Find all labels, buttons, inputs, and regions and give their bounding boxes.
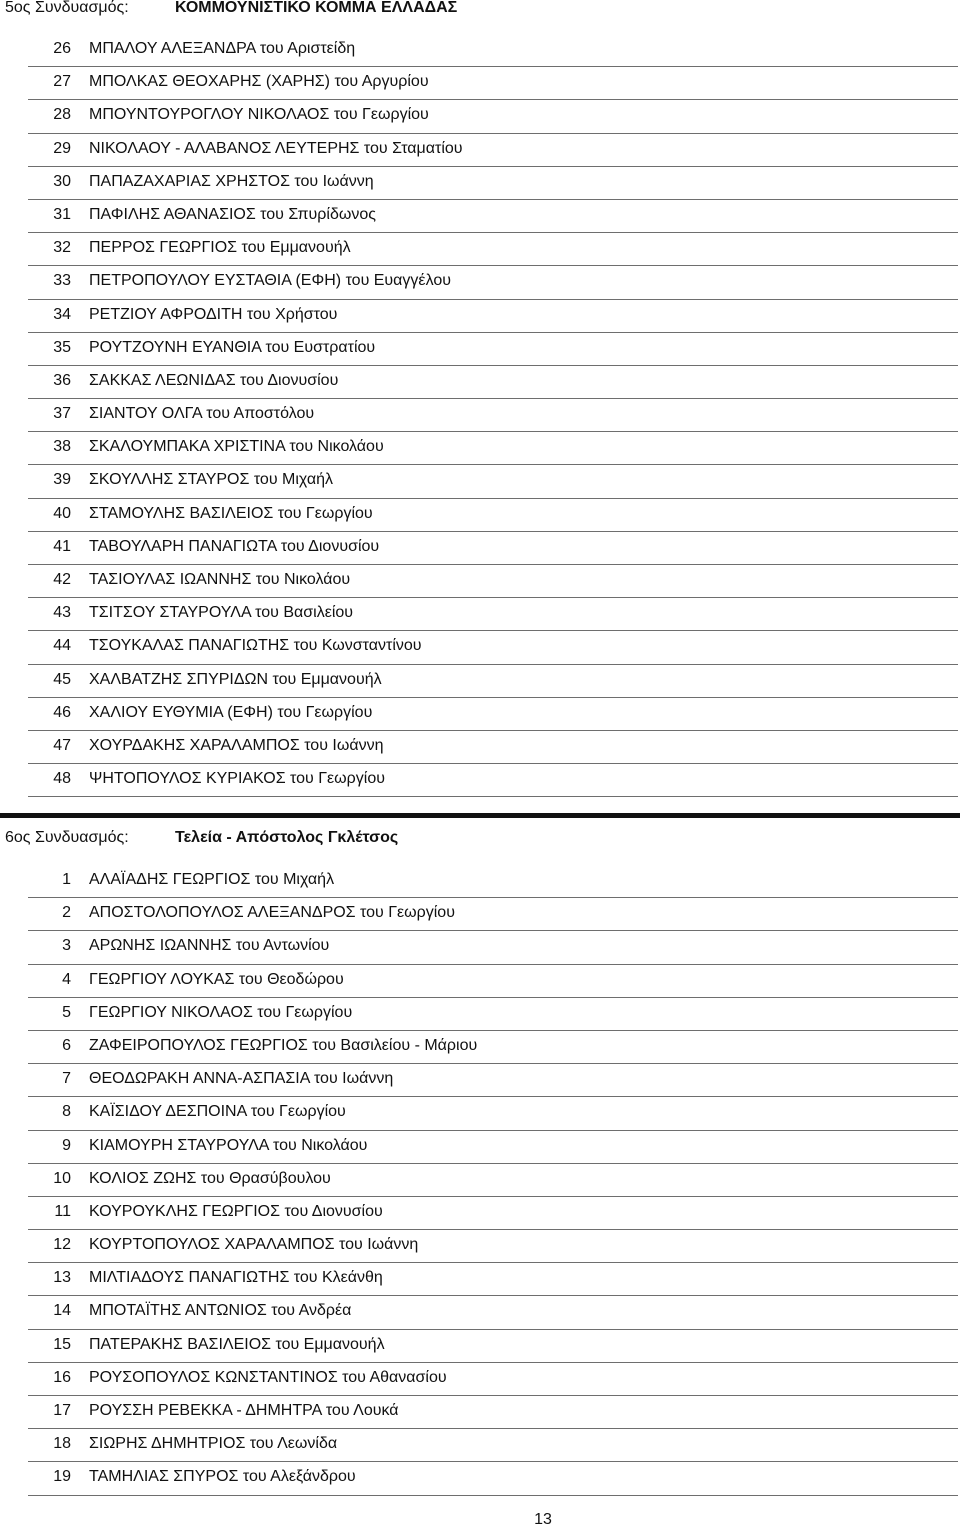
- candidate-number: 38: [53, 438, 71, 456]
- candidate-number: 35: [53, 338, 71, 356]
- candidate-name: ΡΟΥΣΟΠΟΥΛΟΣ ΚΩΝΣΤΑΝΤΙΝΟΣ του Αθανασίου: [89, 1368, 447, 1386]
- candidate-row: [28, 167, 958, 200]
- candidate-row: [28, 1164, 958, 1197]
- candidate-row: [28, 200, 958, 233]
- candidate-number: 26: [53, 40, 71, 57]
- candidate-name: ΓΕΩΡΓΙΟΥ ΝΙΚΟΛΑΟΣ του Γεωργίου: [89, 1003, 353, 1021]
- candidate-number: 39: [53, 471, 71, 489]
- candidate-name: ΚΟΛΙΟΣ ΖΩΗΣ του Θρασύβουλου: [89, 1169, 331, 1187]
- candidate-name: ΨΗΤΟΠΟΥΛΟΣ ΚΥΡΙΑΚΟΣ του Γεωργίου: [89, 770, 385, 788]
- candidate-number: 15: [53, 1335, 71, 1353]
- candidate-row: [28, 233, 958, 266]
- candidate-name: ΤΑΒΟΥΛΑΡΗ ΠΑΝΑΓΙΩΤΑ του Διονυσίου: [89, 537, 380, 555]
- candidate-number: 41: [53, 537, 71, 555]
- candidate-number: 13: [53, 1269, 71, 1287]
- section-5-party: ΚΟΜΜΟΥΝΙΣΤΙΚΟ ΚΟΜΜΑ ΕΛΛΑΔΑΣ: [175, 0, 458, 16]
- candidate-row: [28, 1462, 958, 1495]
- candidate-number: 9: [62, 1136, 71, 1154]
- candidate-row: [28, 499, 958, 532]
- candidate-row: [28, 898, 958, 931]
- candidate-row: [28, 300, 958, 333]
- candidate-row: [28, 134, 958, 167]
- candidate-row: [28, 34, 958, 67]
- candidate-number: 2: [62, 904, 71, 922]
- candidate-row: [28, 631, 958, 664]
- candidate-name: ΤΑΣΙΟΥΛΑΣ ΙΩΑΝΝΗΣ του Νικολάου: [89, 571, 351, 588]
- candidate-row: [28, 1064, 958, 1097]
- candidate-name: ΡΟΥΤΖΟΥΝΗ ΕΥΑΝΘΙΑ του Ευστρατίου: [89, 338, 376, 356]
- candidate-name: ΜΠΟΛΚΑΣ ΘΕΟΧΑΡΗΣ (ΧΑΡΗΣ) του Αργυρίου: [89, 73, 429, 91]
- candidate-number: 47: [53, 736, 71, 754]
- candidate-row: [28, 1031, 958, 1064]
- candidate-number: 33: [53, 272, 71, 290]
- candidate-row: [28, 665, 958, 698]
- candidate-row: [28, 366, 958, 399]
- section-6-party: Τελεία - Απόστολος Γκλέτσος: [175, 829, 399, 846]
- section-6-header: [0, 830, 960, 856]
- candidate-row: [28, 1429, 958, 1462]
- section-divider: [0, 813, 960, 818]
- candidate-row: [28, 1330, 958, 1363]
- candidate-number: 6: [62, 1036, 71, 1054]
- candidate-row: [28, 865, 958, 898]
- candidate-name: ΖΑΦΕΙΡΟΠΟΥΛΟΣ ΓΕΩΡΓΙΟΣ του Βασιλείου - Μάριου: [89, 1036, 478, 1054]
- candidate-name: ΧΟΥΡΔΑΚΗΣ ΧΑΡΑΛΑΜΠΟΣ του Ιωάννη: [89, 736, 384, 754]
- candidate-number: 12: [53, 1236, 71, 1254]
- candidate-name: ΚΟΥΡΟΥΚΛΗΣ ΓΕΩΡΓΙΟΣ του Διονυσίου: [89, 1202, 383, 1220]
- section-5-header: [0, 0, 960, 26]
- candidate-name: ΑΛΑΪΑΔΗΣ ΓΕΩΡΓΙΟΣ του Μιχαήλ: [89, 871, 335, 888]
- candidate-name: ΣΙΑΝΤΟΥ ΟΛΓΑ του Αποστόλου: [89, 405, 315, 423]
- candidate-name: ΚΙΑΜΟΥΡΗ ΣΤΑΥΡΟΥΛΑ του Νικολάου: [89, 1136, 368, 1154]
- candidate-row: [28, 998, 958, 1031]
- candidate-name: ΓΕΩΡΓΙΟΥ ΛΟΥΚΑΣ του Θεοδώρου: [89, 970, 344, 988]
- candidate-name: ΠΑΦΙΛΗΣ ΑΘΑΝΑΣΙΟΣ του Σπυρίδωνος: [89, 205, 376, 223]
- candidate-row: [28, 333, 958, 366]
- candidate-row: [28, 432, 958, 465]
- candidate-number: 42: [53, 571, 71, 588]
- candidate-row: [28, 698, 958, 731]
- candidate-name: ΠΕΤΡΟΠΟΥΛΟΥ ΕΥΣΤΑΘΙΑ (ΕΦΗ) του Ευαγγέλου: [89, 272, 451, 290]
- candidate-name: ΤΣΟΥΚΑΛΑΣ ΠΑΝΑΓΙΩΤΗΣ του Κωνσταντίνου: [89, 637, 422, 655]
- candidate-name: ΜΙΛΤΙΑΔΟΥΣ ΠΑΝΑΓΙΩΤΗΣ του Κλεάνθη: [89, 1269, 383, 1287]
- candidate-number: 27: [53, 73, 71, 91]
- candidate-number: 36: [53, 371, 71, 389]
- candidate-number: 3: [62, 937, 71, 955]
- candidate-row: [28, 67, 958, 100]
- section-5-candidate-list: [0, 34, 960, 797]
- candidate-name: ΠΑΤΕΡΑΚΗΣ ΒΑΣΙΛΕΙΟΣ του Εμμανουήλ: [89, 1335, 385, 1353]
- candidate-number: 44: [53, 637, 71, 655]
- candidate-number: 32: [53, 239, 71, 257]
- candidate-row: [28, 532, 958, 565]
- candidate-name: ΡΕΤΖΙΟΥ ΑΦΡΟΔΙΤΗ του Χρήστου: [89, 305, 338, 323]
- candidate-row: [28, 1197, 958, 1230]
- candidate-number: 43: [53, 604, 71, 622]
- candidate-row: [28, 1131, 958, 1164]
- candidate-row: [28, 931, 958, 964]
- candidate-number: 29: [53, 139, 71, 157]
- candidate-number: 16: [53, 1368, 71, 1386]
- candidate-number: 30: [53, 172, 71, 190]
- candidate-name: ΣΚΑΛΟΥΜΠΑΚΑ ΧΡΙΣΤΙΝΑ του Νικολάου: [89, 438, 384, 456]
- candidate-number: 11: [54, 1202, 71, 1220]
- candidate-number: 37: [53, 405, 71, 423]
- candidate-name: ΑΡΩΝΗΣ ΙΩΑΝΝΗΣ του Αντωνίου: [89, 937, 330, 955]
- candidate-row: [28, 1230, 958, 1263]
- candidate-number: 28: [53, 106, 71, 124]
- candidate-number: 8: [62, 1103, 71, 1121]
- candidate-name: ΜΠΟΤΑΪΤΗΣ ΑΝΤΩΝΙΟΣ του Ανδρέα: [89, 1302, 352, 1320]
- page-number: 13: [534, 1511, 552, 1528]
- candidate-row: [28, 565, 958, 598]
- candidate-row: [28, 1263, 958, 1296]
- candidate-name: ΚΑΪΣΙΔΟΥ ΔΕΣΠΟΙΝΑ του Γεωργίου: [89, 1103, 346, 1121]
- candidate-name: ΝΙΚΟΛΑΟΥ - ΑΛΑΒΑΝΟΣ ΛΕΥΤΕΡΗΣ του Σταματίου: [89, 139, 463, 157]
- candidate-number: 4: [62, 970, 71, 988]
- candidate-number: 7: [62, 1070, 71, 1088]
- candidate-row: [28, 965, 958, 998]
- candidate-number: 14: [53, 1302, 71, 1320]
- candidate-row: [28, 399, 958, 432]
- candidate-number: 5: [62, 1003, 71, 1021]
- candidate-row: [28, 1363, 958, 1396]
- candidate-name: ΣΚΟΥΛΛΗΣ ΣΤΑΥΡΟΣ του Μιχαήλ: [89, 471, 334, 489]
- candidate-row: [28, 465, 958, 498]
- candidate-name: ΜΠΟΥΝΤΟΥΡΟΓΛΟΥ ΝΙΚΟΛΑΟΣ του Γεωργίου: [89, 106, 429, 124]
- candidate-row: [28, 266, 958, 299]
- section-5-label: 5ος Συνδυασμός:: [5, 0, 129, 16]
- candidate-name: ΤΑΜΗΛΙΑΣ ΣΠΥΡΟΣ του Αλεξάνδρου: [89, 1468, 356, 1486]
- candidate-number: 48: [53, 770, 71, 788]
- candidate-name: ΡΟΥΣΣΗ ΡΕΒΕΚΚΑ - ΔΗΜΗΤΡΑ του Λουκά: [89, 1402, 399, 1419]
- candidate-number: 31: [53, 205, 71, 223]
- candidate-name: ΣΤΑΜΟΥΛΗΣ ΒΑΣΙΛΕΙΟΣ του Γεωργίου: [89, 504, 373, 522]
- candidate-name: ΘΕΟΔΩΡΑΚΗ ΑΝΝΑ-ΑΣΠΑΣΙΑ του Ιωάννη: [89, 1070, 394, 1088]
- candidate-row: [28, 731, 958, 764]
- candidate-row: [28, 1097, 958, 1130]
- candidate-number: 34: [53, 305, 71, 323]
- candidate-number: 1: [62, 871, 71, 888]
- candidate-name: ΧΑΛΙΟΥ ΕΥΘΥΜΙΑ (ΕΦΗ) του Γεωργίου: [89, 703, 373, 721]
- candidate-number: 19: [53, 1468, 71, 1486]
- candidate-row: [28, 1396, 958, 1429]
- candidate-name: ΠΑΠΑΖΑΧΑΡΙΑΣ ΧΡΗΣΤΟΣ του Ιωάννη: [89, 172, 374, 190]
- section-6-candidate-list: [0, 865, 960, 1496]
- candidate-name: ΑΠΟΣΤΟΛΟΠΟΥΛΟΣ ΑΛΕΞΑΝΔΡΟΣ του Γεωργίου: [89, 904, 455, 922]
- candidate-row: [28, 1296, 958, 1329]
- candidate-name: ΣΙΩΡΗΣ ΔΗΜΗΤΡΙΟΣ του Λεωνίδα: [89, 1435, 338, 1453]
- section-6-label: 6ος Συνδυασμός:: [5, 829, 129, 846]
- candidate-row: [28, 764, 958, 797]
- candidate-number: 10: [53, 1169, 71, 1187]
- candidate-name: ΤΣΙΤΣΟΥ ΣΤΑΥΡΟΥΛΑ του Βασιλείου: [89, 604, 354, 622]
- candidate-name: ΠΕΡΡΟΣ ΓΕΩΡΓΙΟΣ του Εμμανουήλ: [89, 239, 351, 257]
- candidate-name: ΣΑΚΚΑΣ ΛΕΩΝΙΔΑΣ του Διονυσίου: [89, 371, 339, 389]
- candidate-number: 46: [53, 703, 71, 721]
- candidate-row: [28, 100, 958, 133]
- candidate-row: [28, 598, 958, 631]
- candidate-number: 40: [53, 504, 71, 522]
- candidate-number: 18: [53, 1435, 71, 1453]
- candidate-number: 17: [53, 1402, 71, 1419]
- candidate-name: ΚΟΥΡΤΟΠΟΥΛΟΣ ΧΑΡΑΛΑΜΠΟΣ του Ιωάννη: [89, 1236, 419, 1254]
- candidate-name: ΜΠΑΛΟΥ ΑΛΕΞΑΝΔΡΑ του Αριστείδη: [89, 40, 356, 57]
- candidate-number: 45: [53, 670, 71, 688]
- candidate-name: ΧΑΛΒΑΤΖΗΣ ΣΠΥΡΙΔΩΝ του Εμμανουήλ: [89, 670, 382, 688]
